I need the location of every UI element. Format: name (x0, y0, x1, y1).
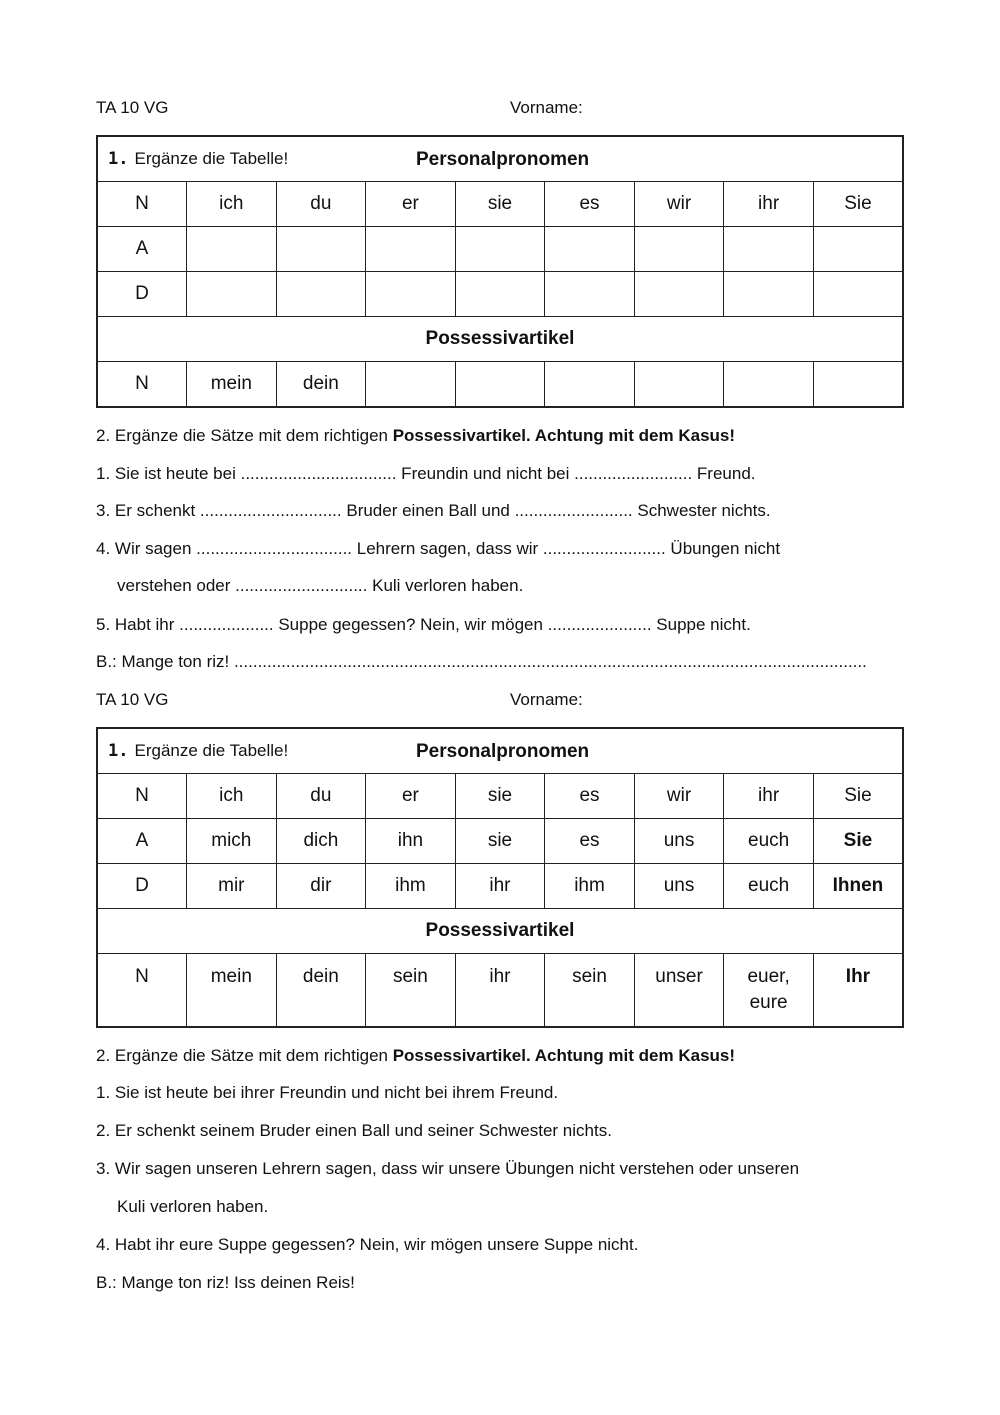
table-row-nominative (97, 774, 903, 819)
table-cell: ihr (724, 774, 814, 819)
table-cell: dein (276, 954, 366, 1028)
answer-cell[interactable] (724, 272, 814, 317)
class-label: TA 10 VG (96, 690, 169, 709)
table-cell: sie (455, 182, 545, 227)
table-cell: dir (276, 864, 366, 909)
table-row-accusative (97, 227, 903, 272)
table-cell: euch (724, 864, 814, 909)
exercise-line: B.: Mange ton riz! ...................................................................................................................................... (96, 652, 867, 671)
table-row-accusative (97, 819, 903, 864)
cell-text: euer, (747, 966, 790, 987)
table-cell: sie (455, 819, 545, 864)
table-cell: ihm (545, 864, 635, 909)
exercise-line: 4. Wir sagen ................................. Lehrern sagen, dass wir .......................... Übungen nicht (96, 539, 781, 558)
answer-cell[interactable] (634, 362, 724, 408)
table-cell: uns (634, 864, 724, 909)
table-row-dative (97, 864, 903, 909)
table-title-cell (97, 728, 903, 774)
answer-cell[interactable] (276, 227, 366, 272)
table-row-possessive (97, 954, 903, 1028)
cell-text: eure (749, 992, 788, 1013)
answer-cell[interactable] (545, 362, 635, 408)
solution-line: 3. Wir sagen unseren Lehrern sagen, dass wir unsere Übungen nicht verstehen oder unseren (96, 1159, 800, 1178)
table-cell: sie (455, 774, 545, 819)
table-cell: Sie (813, 774, 903, 819)
table-cell: ihr (455, 954, 545, 1028)
table-cell: du (276, 774, 366, 819)
answer-cell[interactable] (366, 362, 456, 408)
table-cell: D (97, 864, 187, 909)
table-cell: wir (634, 182, 724, 227)
possessive-heading: Possessivartikel (97, 317, 903, 362)
table-cell: Sie (813, 819, 903, 864)
table-cell: wir (634, 774, 724, 819)
exercise2-instruction (96, 426, 735, 446)
table-cell: D (97, 272, 187, 317)
table-row-dative (97, 272, 903, 317)
table-cell: ich (187, 774, 277, 819)
table-cell: sein (366, 954, 456, 1028)
table-cell: ihr (455, 864, 545, 909)
name-label: Vorname: (510, 98, 583, 117)
task-number: 1. (108, 149, 129, 169)
table-cell: ihn (366, 819, 456, 864)
table-cell: N (97, 182, 187, 227)
solution-line: Kuli verloren haben. (117, 1197, 269, 1216)
answer-cell[interactable] (545, 227, 635, 272)
table-cell: Ihr (813, 954, 903, 1028)
table-cell: A (97, 819, 187, 864)
table-cell: A (97, 227, 187, 272)
table-cell: mein (187, 954, 277, 1028)
task-label: Ergänze die Tabelle! (134, 149, 289, 168)
answer-cell[interactable] (366, 272, 456, 317)
table-cell: mir (187, 864, 277, 909)
instruction-bold: Possessivartikel. Achtung mit dem Kasus! (392, 426, 736, 445)
answer-cell[interactable] (455, 362, 545, 408)
table-row-possessive (97, 362, 903, 408)
answer-cell[interactable] (455, 227, 545, 272)
solution-line: 4. Habt ihr eure Suppe gegessen? Nein, wir mögen unsere Suppe nicht. (96, 1235, 639, 1254)
exercise-line: 5. Habt ihr .................... Suppe gegessen? Nein, wir mögen ...................... Suppe nicht. (96, 615, 751, 634)
table-row-nominative (97, 182, 903, 227)
table-cell: unser (634, 954, 724, 1028)
possessive-heading: Possessivartikel (97, 909, 903, 954)
answer-cell[interactable] (724, 227, 814, 272)
table-cell: du (276, 182, 366, 227)
table-cell: ihr (724, 182, 814, 227)
table-cell: Sie (813, 182, 903, 227)
task-label: Ergänze die Tabelle! (134, 741, 289, 760)
exercise2-instruction (96, 1046, 735, 1066)
answer-cell[interactable] (634, 227, 724, 272)
answer-cell[interactable] (545, 272, 635, 317)
table-cell: uns (634, 819, 724, 864)
table-cell: mein (187, 362, 277, 408)
table-cell: N (97, 362, 187, 408)
table-cell: euch (724, 819, 814, 864)
name-label: Vorname: (510, 690, 583, 709)
exercise-line: 1. Sie ist heute bei ................................. Freundin und nicht bei ......................... Freund. (96, 464, 756, 483)
answer-cell[interactable] (813, 362, 903, 408)
answer-cell[interactable] (455, 272, 545, 317)
table-cell: dein (276, 362, 366, 408)
instruction-text: 2. Ergänze die Sätze mit dem richtigen (96, 426, 393, 445)
table-cell: es (545, 182, 635, 227)
task-number: 1. (108, 741, 129, 761)
solution-line: B.: Mange ton riz! Iss deinen Reis! (96, 1273, 355, 1292)
answer-cell[interactable] (187, 272, 277, 317)
table-title-cell (97, 136, 903, 182)
answer-cell[interactable] (634, 272, 724, 317)
table-cell: ich (187, 182, 277, 227)
answer-cell[interactable] (187, 227, 277, 272)
exercise-line: 3. Er schenkt .............................. Bruder einen Ball und ......................... Schwester nichts. (96, 501, 771, 520)
table-cell: dich (276, 819, 366, 864)
solution-line: 1. Sie ist heute bei ihrer Freundin und nicht bei ihrem Freund. (96, 1083, 559, 1102)
pronoun-table-solution (96, 727, 904, 1028)
table-cell: er (366, 182, 456, 227)
personal-pronoun-heading: Personalpronomen (416, 149, 590, 170)
pronoun-table (96, 135, 904, 408)
instruction-text: 2. Ergänze die Sätze mit dem richtigen (96, 1046, 393, 1065)
solution-line: 2. Er schenkt seinem Bruder einen Ball und seiner Schwester nichts. (96, 1121, 612, 1140)
answer-cell[interactable] (724, 362, 814, 408)
table-cell: es (545, 774, 635, 819)
table-cell: sein (545, 954, 635, 1028)
table-cell: Ihnen (813, 864, 903, 909)
table-cell: N (97, 954, 187, 1028)
table-cell: mich (187, 819, 277, 864)
class-label: TA 10 VG (96, 98, 169, 117)
answer-cell[interactable] (813, 227, 903, 272)
answer-cell[interactable] (813, 272, 903, 317)
table-cell: ihm (366, 864, 456, 909)
answer-cell[interactable] (276, 272, 366, 317)
personal-pronoun-heading: Personalpronomen (416, 741, 590, 762)
table-cell: N (97, 774, 187, 819)
answer-cell[interactable] (366, 227, 456, 272)
table-cell (724, 954, 814, 1028)
table-cell: es (545, 819, 635, 864)
exercise-line: verstehen oder ............................ Kuli verloren haben. (117, 576, 524, 595)
table-cell: er (366, 774, 456, 819)
instruction-bold: Possessivartikel. Achtung mit dem Kasus! (392, 1046, 736, 1065)
